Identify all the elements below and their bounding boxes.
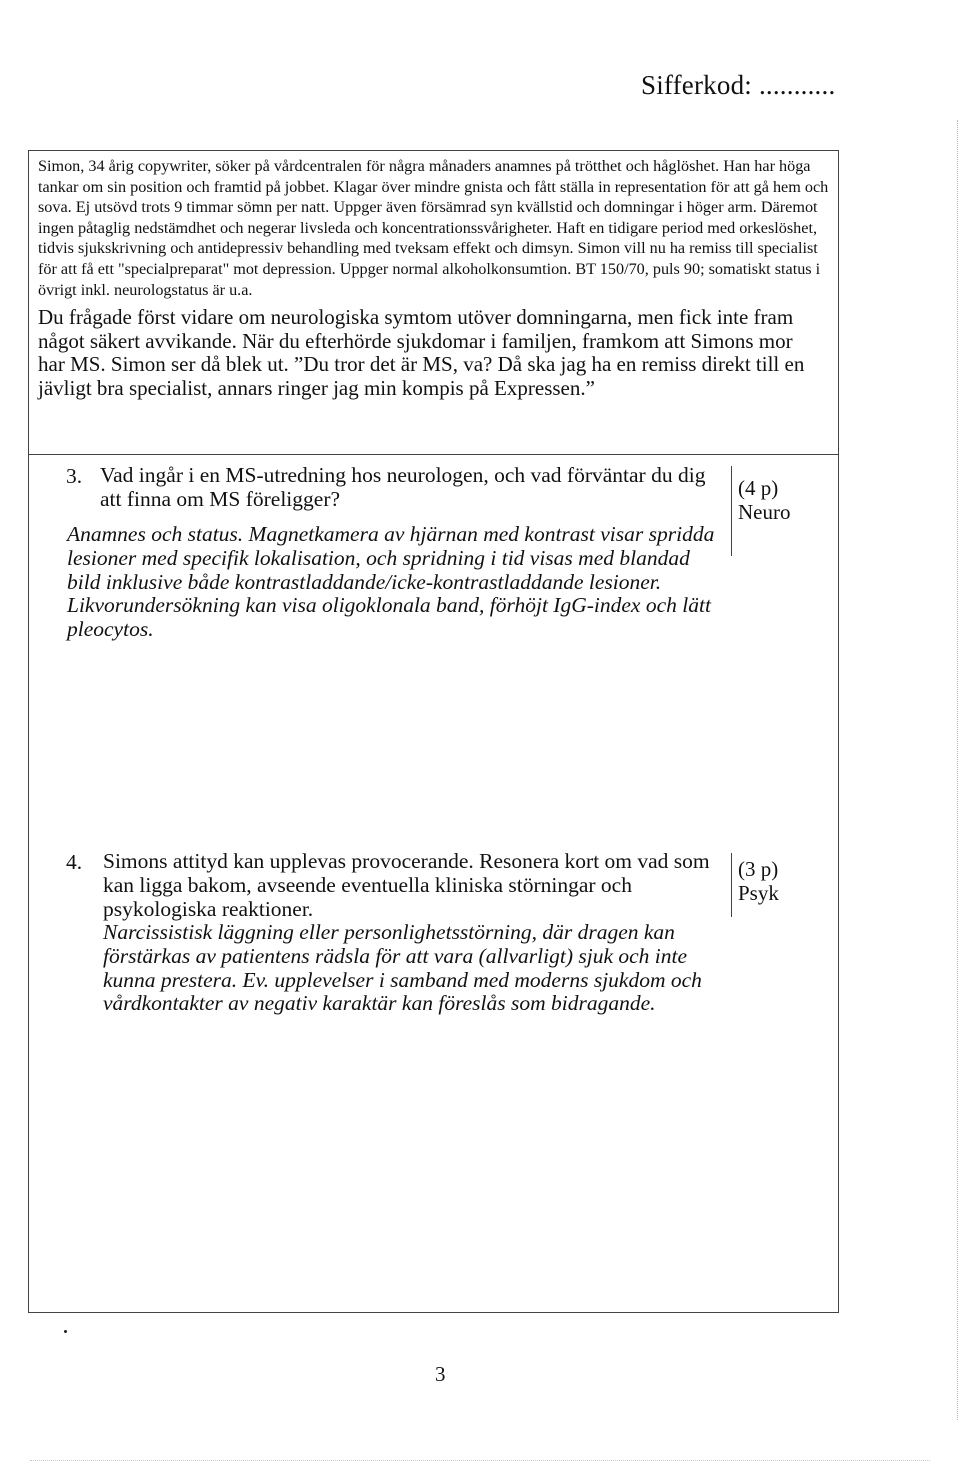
- page-number: 3: [435, 1362, 446, 1386]
- question-3-points: (4 p): [738, 476, 779, 500]
- question-4-points: (3 p): [738, 857, 779, 881]
- question-4-subject: Psyk: [738, 881, 779, 905]
- question-3-subject: Neuro: [738, 500, 791, 524]
- question-3-answer: Anamnes och status. Magnetkamera av hjärnan med kontrast visar spridda lesioner med specifik lokalisation, och spridning i tid visas med blandad bild inklusive både kontrastladdande/icke-kontrastladdande lesioner. Likvorundersökning kan visa oligoklonala band, förhöjt IgG-index och lätt pleocytos.: [67, 522, 715, 642]
- question-4-text: Simons attityd kan upplevas provocerande. Resonera kort om vad som kan ligga bakom, avseende eventuella kliniska störningar och psykologiska reaktioner.: [103, 849, 710, 921]
- question-4-answer: Narcissistisk läggning eller personlighetsstörning, där dragen kan förstärkas av patientens rädsla för att vara (allvarligt) sjuk och inte kunna prestera. Ev. upplevelser i samband med moderns sjukdom och vårdkontakter av negativ karaktär kan föreslås som bidragande.: [103, 920, 702, 1016]
- case-intro-text: Simon, 34 årig copywriter, söker på vårdcentralen för några månaders anamnes på trötthet och håglöshet. Han har höga tankar om sin position och framtid på jobbet. Klagar över mindre gnista och fått ställa in representation för att gå hem och sova. Ej utsövd trots 9 timmar sömn per natt. Uppger även försämrad syn kvällstid och domningar i höger arm. Däremot ingen påtaglig nedstämdhet och negerar livsleda och koncentrationssvårigheter. Haft en tidigare period med orkeslöshet, tidvis sjukskrivning och antidepressiv behandling med tveksam effekt och dimsyn. Simon vill nu ha remiss till specialist för att få ett "specialpreparat" mot depression. Uppger normal alkoholkonsumtion. BT 150/70, puls 90; somatiskt status i övrigt inkl. neurologstatus är u.a.: [38, 157, 829, 299]
- question-3-number: 3.: [66, 464, 83, 488]
- case-continuation-text: Du frågade först vidare om neurologiska symtom utöver domningarna, men fick inte fram något säkert avvikande. När du efterhörde sjukdomar i familjen, framkom att Simons mor har MS. Simon ser då blek ut. ”Du tror det är MS, va? Då ska jag ha en remiss direkt till en jävligt bra specialist, annars ringer jag min kompis på Expressen.”: [38, 305, 805, 400]
- question-3-text: Vad ingår i en MS-utredning hos neurologen, och vad förväntar du dig att finna om MS föreligger?: [100, 463, 706, 511]
- question-4-points-box: [731, 853, 779, 917]
- scan-edge-line: [956, 120, 958, 1420]
- case-divider: [29, 454, 838, 455]
- stray-dot: [64, 1330, 67, 1333]
- question-3-points-box: [731, 466, 790, 556]
- sifferkod-label: Sifferkod: ...........: [641, 70, 836, 100]
- scan-bottom-line: [30, 1460, 930, 1461]
- question-4-number: 4.: [66, 850, 83, 874]
